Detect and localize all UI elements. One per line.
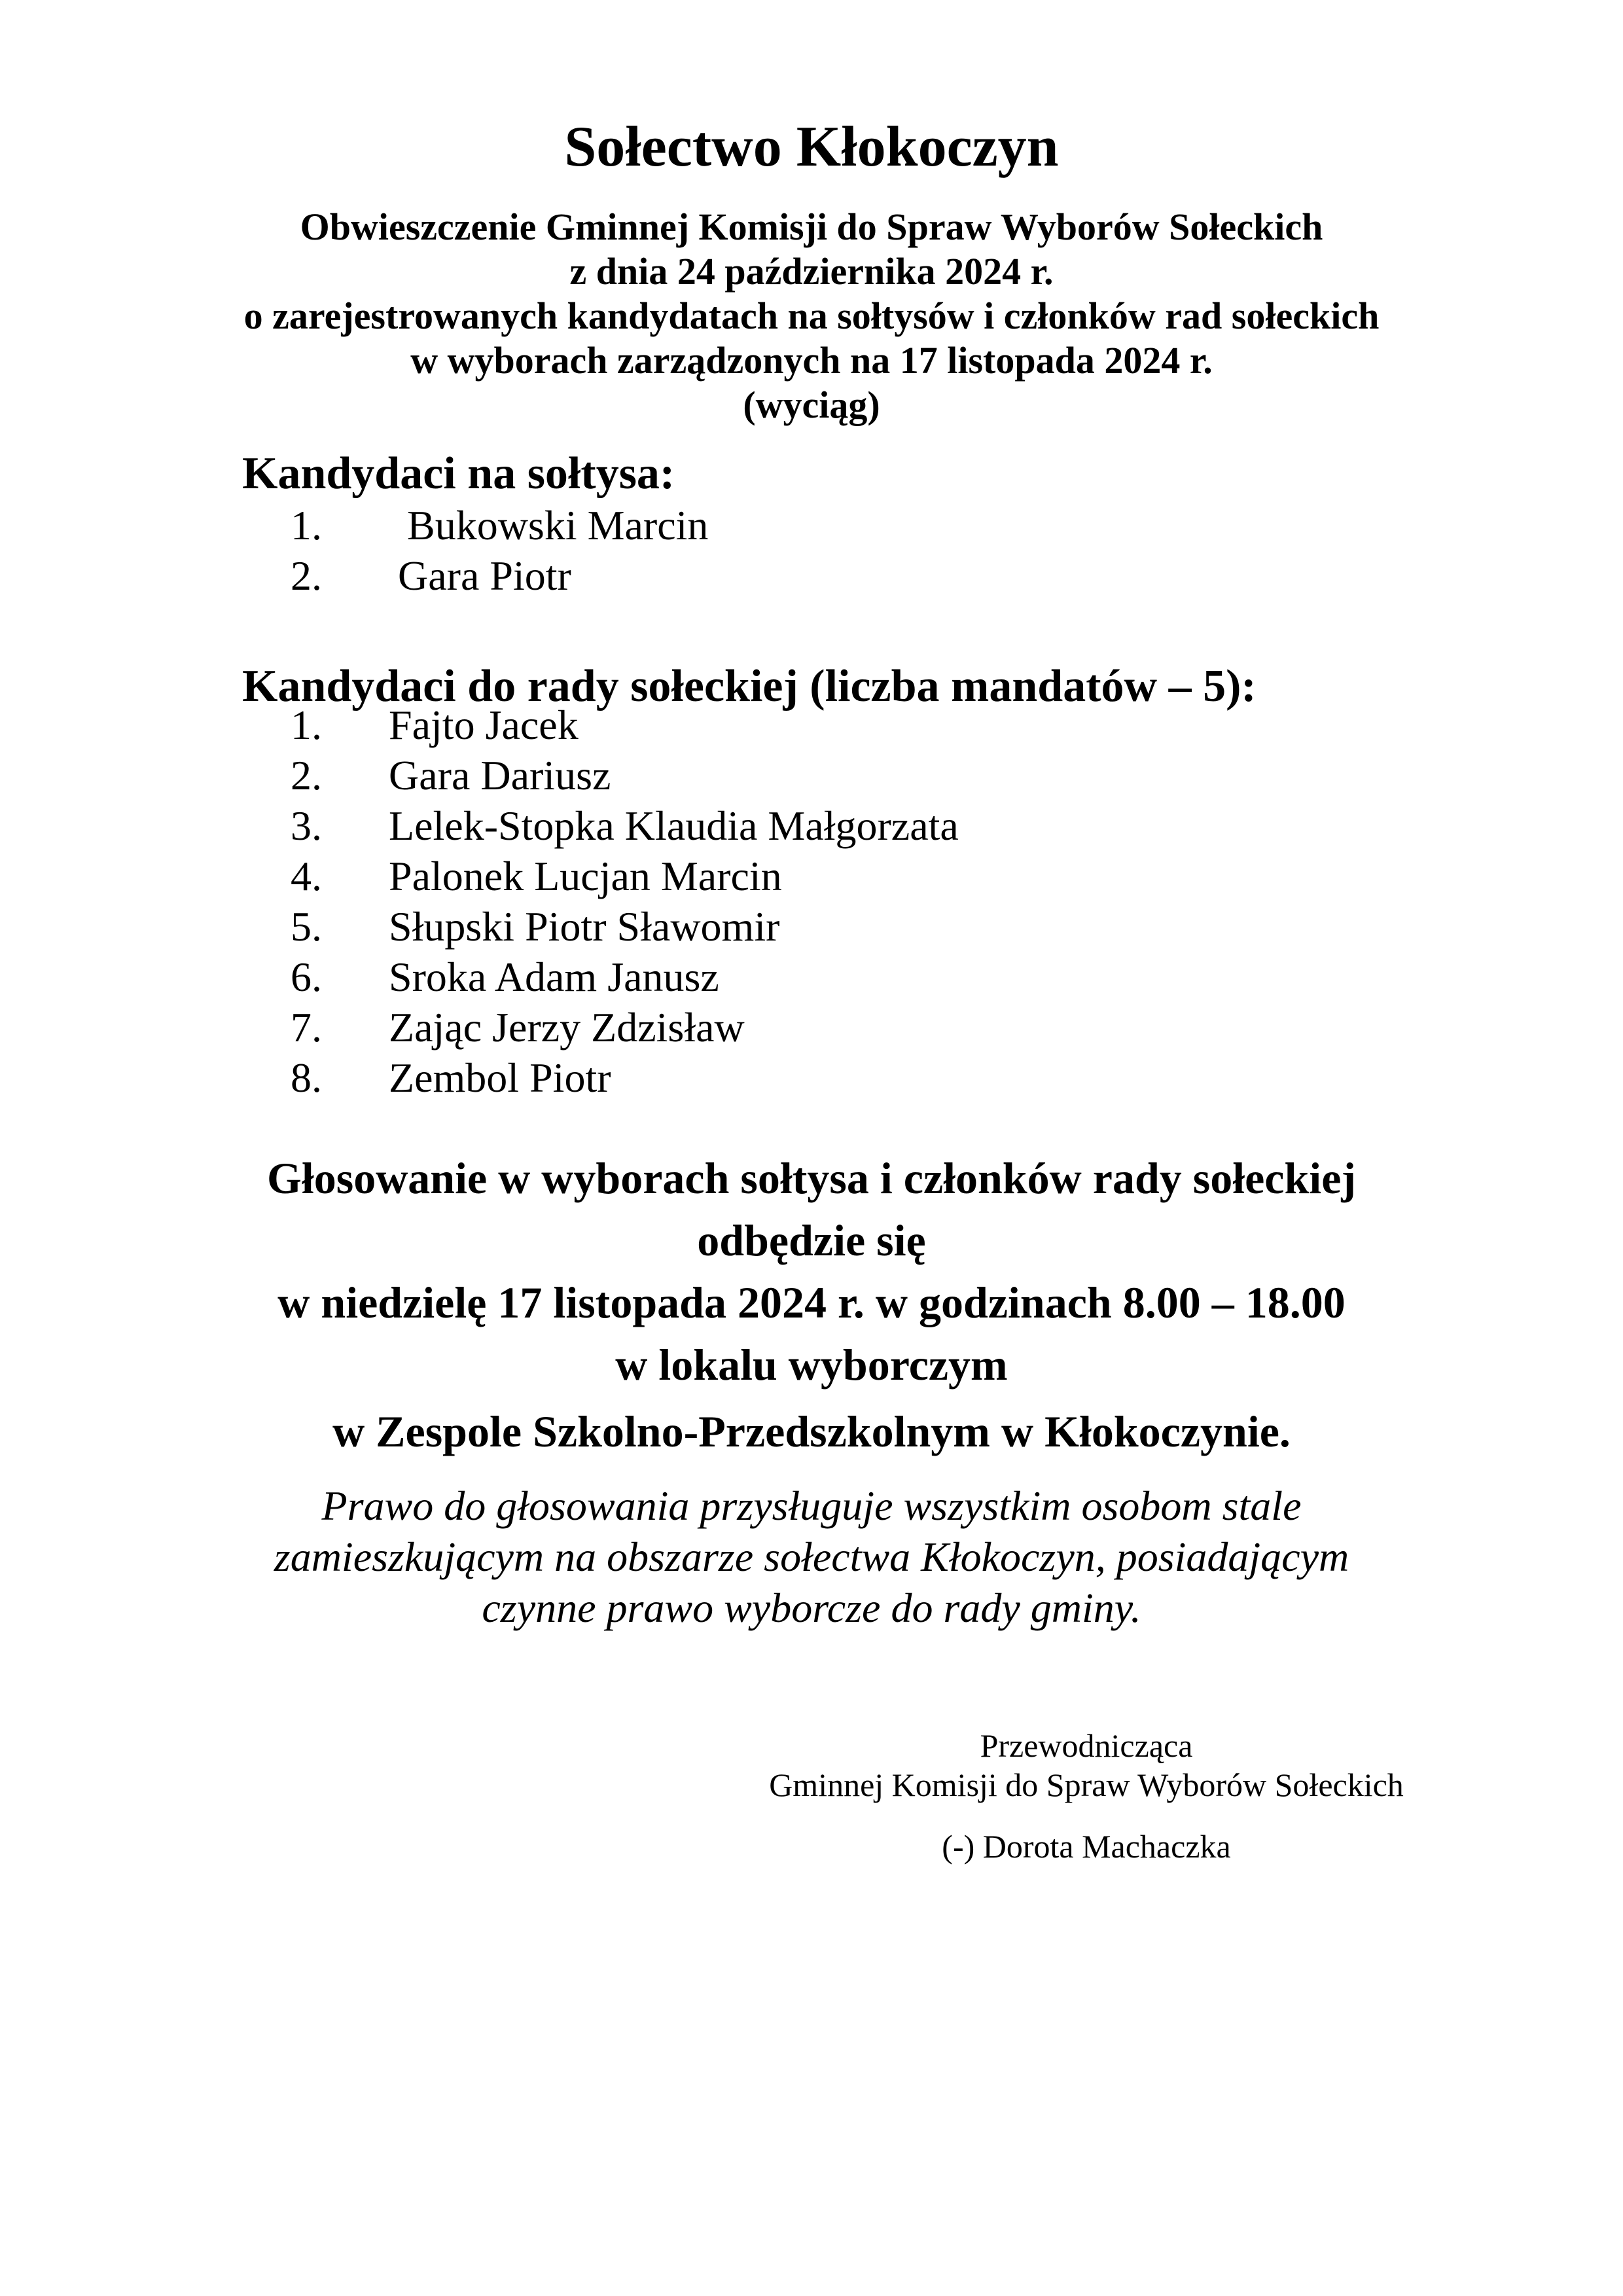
candidate-number: 2. [291,552,322,599]
section-heading-rada: Kandydaci do rady sołeckiej (liczba mandatów – 5): [242,661,1257,711]
list-item [242,1002,1381,1052]
signature-block [694,1726,1479,1866]
list-item [242,1052,1381,1103]
list-item [242,851,1381,901]
candidate-name: Fajto Jacek [389,702,579,748]
subtitle-line: Obwieszczenie Gminnej Komisji do Spraw Wyborów Sołeckich [300,206,1323,248]
subtitle-line: z dnia 24 października 2024 r. [569,250,1054,293]
candidate-number: 4. [291,853,322,899]
voting-notice-line: w lokalu wyborczym [615,1340,1008,1390]
list-item [242,550,1381,601]
candidate-name: Gara Piotr [398,552,571,599]
candidate-name: Lelek-Stopka Klaudia Małgorzata [389,802,959,849]
eligibility-note [242,1480,1381,1634]
subtitle-line: w wyborach zarządzonych na 17 listopada 2024 r. [410,339,1213,382]
candidate-name: Palonek Lucjan Marcin [389,853,782,899]
list-item [242,952,1381,1002]
voting-notice-line: w niedzielę 17 listopada 2024 r. w godzinach 8.00 – 18.00 [277,1278,1346,1327]
candidate-name: Sroka Adam Janusz [389,954,719,1000]
eligibility-note-line: czynne prawo wyborcze do rady gminy. [482,1585,1141,1631]
subtitle-line: (wyciąg) [743,384,880,426]
candidate-number: 8. [291,1054,322,1101]
candidate-name: Zając Jerzy Zdzisław [389,1004,745,1050]
subtitle-line: o zarejestrowanych kandydatach na sołtysów i członków rad sołeckich [243,295,1380,337]
candidate-list-rada [242,700,1381,1103]
voting-location-line: w Zespole Szkolno-Przedszkolnym w Kłokoczynie. [332,1407,1291,1456]
candidate-number: 1. [291,702,322,748]
list-item [242,901,1381,952]
candidate-number: 5. [291,903,322,950]
eligibility-note-line: zamieszkującym na obszarze sołectwa Kłokoczyn, posiadającym [274,1534,1349,1580]
voting-notice-line: Głosowanie w wyborach sołtysa i członków rady sołeckiej [266,1153,1357,1203]
list-item [242,800,1381,851]
candidate-name: Bukowski Marcin [407,502,709,548]
voting-notice [242,1147,1381,1396]
signature-organization: Gminnej Komisji do Spraw Wyborów Sołeckich [769,1767,1404,1803]
signature-name: (-) Dorota Machaczka [942,1828,1231,1865]
signature-role: Przewodnicząca [980,1727,1193,1764]
candidate-list-soltys [242,500,1381,601]
list-item [242,700,1381,750]
candidate-number: 6. [291,954,322,1000]
document-subtitle [242,205,1381,427]
candidate-number: 1. [291,502,322,548]
candidate-name: Zembol Piotr [389,1054,611,1101]
page-title: Sołectwo Kłokoczyn [564,115,1059,179]
section-heading-soltys: Kandydaci na sołtysa: [242,448,675,499]
candidate-name: Gara Dariusz [389,752,611,798]
candidate-name: Słupski Piotr Sławomir [389,903,780,950]
candidate-number: 3. [291,802,322,849]
candidate-number: 7. [291,1004,322,1050]
eligibility-note-line: Prawo do głosowania przysługuje wszystkim osobom stale [321,1482,1302,1529]
list-item [242,500,1381,550]
list-item [242,750,1381,800]
voting-notice-line: odbędzie się [697,1215,926,1265]
candidate-number: 2. [291,752,322,798]
